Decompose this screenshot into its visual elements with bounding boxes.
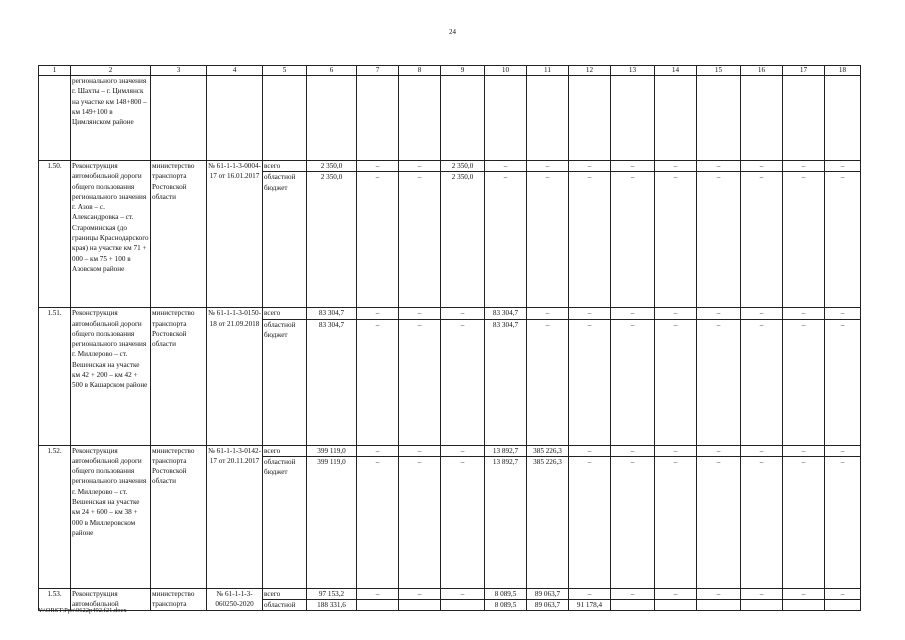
table-row [39,588,861,599]
column-header-13: 13 [611,66,655,76]
cell-value: – [611,456,655,588]
cell-value: 385 226,3 [527,456,569,588]
cell-value: – [783,308,825,319]
cell-doc: № 61-1-1-3-0004-17 от 16.01.2017 [207,161,263,308]
cell-value: – [697,319,741,445]
cell-value: – [697,445,741,456]
cell-value: – [783,161,825,172]
cell-value: – [825,172,861,308]
cell-value: 8 089,5 [485,588,527,599]
cell-value: – [399,445,441,456]
cell-value [399,600,441,611]
table-body [39,76,861,611]
cell-value: 8 089,5 [485,600,527,611]
cell-source: областной бюджет [263,172,307,308]
cell-value: 2 350,0 [441,172,485,308]
cell-value: – [441,308,485,319]
cell-name: Реконструкция автомобильной [71,588,151,611]
cell-value: – [825,588,861,599]
cell-value: 97 153,2 [307,588,357,599]
cell-value: – [697,588,741,599]
budget-table [38,65,861,611]
cell-value: – [527,319,569,445]
cell-value: – [741,445,783,456]
cell-value: – [741,588,783,599]
cell-value: – [569,588,611,599]
table-row [39,445,861,456]
cell-doc: № 61-1-1-3-0150-18 от 21.09.2018 [207,308,263,445]
cell-value [611,600,655,611]
column-header-3: 3 [151,66,207,76]
cell-value: – [655,445,697,456]
cell-name: Реконструкция автомобильной дороги общего пользования регионального значения г. Миллерово – ст. Вешенская на участке км 24 + 600 – км 38 + 000 в Миллеровском районе [71,445,151,588]
cell-value [825,600,861,611]
cell-value: – [485,161,527,172]
column-header-7: 7 [357,66,399,76]
cell-value: – [569,172,611,308]
cell-value: 2 350,0 [307,161,357,172]
cell-value: – [399,319,441,445]
column-header-2: 2 [71,66,151,76]
cell-value: – [357,319,399,445]
cell-ministry: министерство транспорта Ростовской области [151,308,207,445]
cell-value: 399 119,0 [307,456,357,588]
column-header-6: 6 [307,66,357,76]
continuation-row [39,76,861,161]
cell-value: – [783,319,825,445]
cell-value: – [399,456,441,588]
cell-value: – [825,161,861,172]
cell-value: – [697,308,741,319]
budget-table-container [38,65,860,611]
cell-value: 83 304,7 [307,308,357,319]
cell-no: 1.53. [39,588,71,611]
cell-value: – [441,319,485,445]
cell-value: – [741,308,783,319]
table-row [39,308,861,319]
cell-value: – [825,456,861,588]
cell-name: регионального значения г. Шахты – г. Цимлянск на участке км 148+800 – км 149+100 в Цимлянском районе [71,76,151,161]
cell-value: – [783,456,825,588]
cell-no: 1.52. [39,445,71,588]
cell-name: Реконструкция автомобильной дороги общего пользования регионального значения г. Азов – с. Александровка – ст. Староминская (до границы Краснодарского края) на участке км 71 + 000 – км 75 + 100 в Азовском районе [71,161,151,308]
cell-source: областной бюджет [263,456,307,588]
cell-value: 83 304,7 [307,319,357,445]
cell-ministry: министерство транспорта Ростовской области [151,445,207,588]
cell-value [441,600,485,611]
cell-value: 188 331,6 [307,600,357,611]
cell-value: – [569,161,611,172]
cell-value: – [399,588,441,599]
cell-value: – [825,308,861,319]
cell-value: – [357,161,399,172]
cell-value: – [655,319,697,445]
column-header-18: 18 [825,66,861,76]
column-header-4: 4 [207,66,263,76]
cell-value: – [611,588,655,599]
cell-value: – [741,161,783,172]
cell-value: – [611,319,655,445]
cell-value: – [569,456,611,588]
cell-value: – [569,319,611,445]
column-header-12: 12 [569,66,611,76]
cell-value: – [357,172,399,308]
cell-value: – [357,445,399,456]
cell-value: 13 892,7 [485,456,527,588]
cell-value: 89 063,7 [527,600,569,611]
cell-value: – [655,308,697,319]
cell-value: 2 350,0 [307,172,357,308]
cell-doc: № 61-1-1-3-060250-2020 [207,588,263,611]
cell-name: Реконструкция автомобильной дороги общего пользования регионального значения г. Миллерово – ст. Вешенская на участке км 42 + 200 – км 42 + 500 в Кашарском районе [71,308,151,445]
cell-value [783,600,825,611]
cell-value: – [569,445,611,456]
cell-value: – [441,456,485,588]
cell-source: областной бюджет [263,319,307,445]
cell-value: – [399,161,441,172]
cell-value: – [357,588,399,599]
cell-ministry: министерство транспорта [151,588,207,611]
cell-value: 91 178,4 [569,600,611,611]
cell-value: – [611,172,655,308]
cell-value [357,600,399,611]
cell-source: всего [263,588,307,599]
cell-value: 83 304,7 [485,319,527,445]
cell-value: – [611,161,655,172]
cell-value: – [783,172,825,308]
cell-value: – [441,588,485,599]
cell-value: – [357,456,399,588]
cell-value: – [655,588,697,599]
column-header-8: 8 [399,66,441,76]
cell-source: всего [263,308,307,319]
cell-value: – [357,308,399,319]
column-header-5: 5 [263,66,307,76]
column-header-9: 9 [441,66,485,76]
column-header-16: 16 [741,66,783,76]
cell-value: 13 892,7 [485,445,527,456]
cell-value: – [527,308,569,319]
cell-value: – [655,161,697,172]
cell-value [697,600,741,611]
cell-value: – [485,172,527,308]
cell-value: – [741,172,783,308]
cell-value: – [611,445,655,456]
cell-ministry: министерство транспорта Ростовской области [151,161,207,308]
cell-value: – [783,445,825,456]
cell-no: 1.51. [39,308,71,445]
cell-value [741,600,783,611]
cell-value: – [697,172,741,308]
cell-value: – [697,456,741,588]
column-header-14: 14 [655,66,697,76]
cell-no [39,76,71,161]
column-header-17: 17 [783,66,825,76]
cell-value: – [655,172,697,308]
cell-value: – [741,319,783,445]
cell-value: – [825,319,861,445]
cell-value: 2 350,0 [441,161,485,172]
cell-value: – [655,456,697,588]
column-header-10: 10 [485,66,527,76]
cell-value [655,600,697,611]
cell-no: 1.50. [39,161,71,308]
cell-value: – [399,308,441,319]
cell-value: 83 304,7 [485,308,527,319]
column-header-11: 11 [527,66,569,76]
cell-value: 89 063,7 [527,588,569,599]
cell-doc: № 61-1-1-3-0142-17 от 20.11.2017 [207,445,263,588]
footer-path: Y:\ORST\Ppo\0622p492.f21.docx [38,607,127,614]
cell-source: областной [263,600,307,611]
header-row [39,66,861,76]
column-header-15: 15 [697,66,741,76]
cell-value: – [527,172,569,308]
page-number: 24 [449,28,456,36]
cell-value: 385 226,3 [527,445,569,456]
cell-value: – [569,308,611,319]
cell-value: – [697,161,741,172]
cell-source: всего [263,445,307,456]
cell-value: 399 119,0 [307,445,357,456]
cell-value: – [441,445,485,456]
cell-value: – [399,172,441,308]
cell-value: – [741,456,783,588]
cell-source: всего [263,161,307,172]
table-row [39,161,861,172]
cell-value: – [611,308,655,319]
cell-value: – [825,445,861,456]
cell-value: – [527,161,569,172]
column-header-1: 1 [39,66,71,76]
cell-value: – [783,588,825,599]
